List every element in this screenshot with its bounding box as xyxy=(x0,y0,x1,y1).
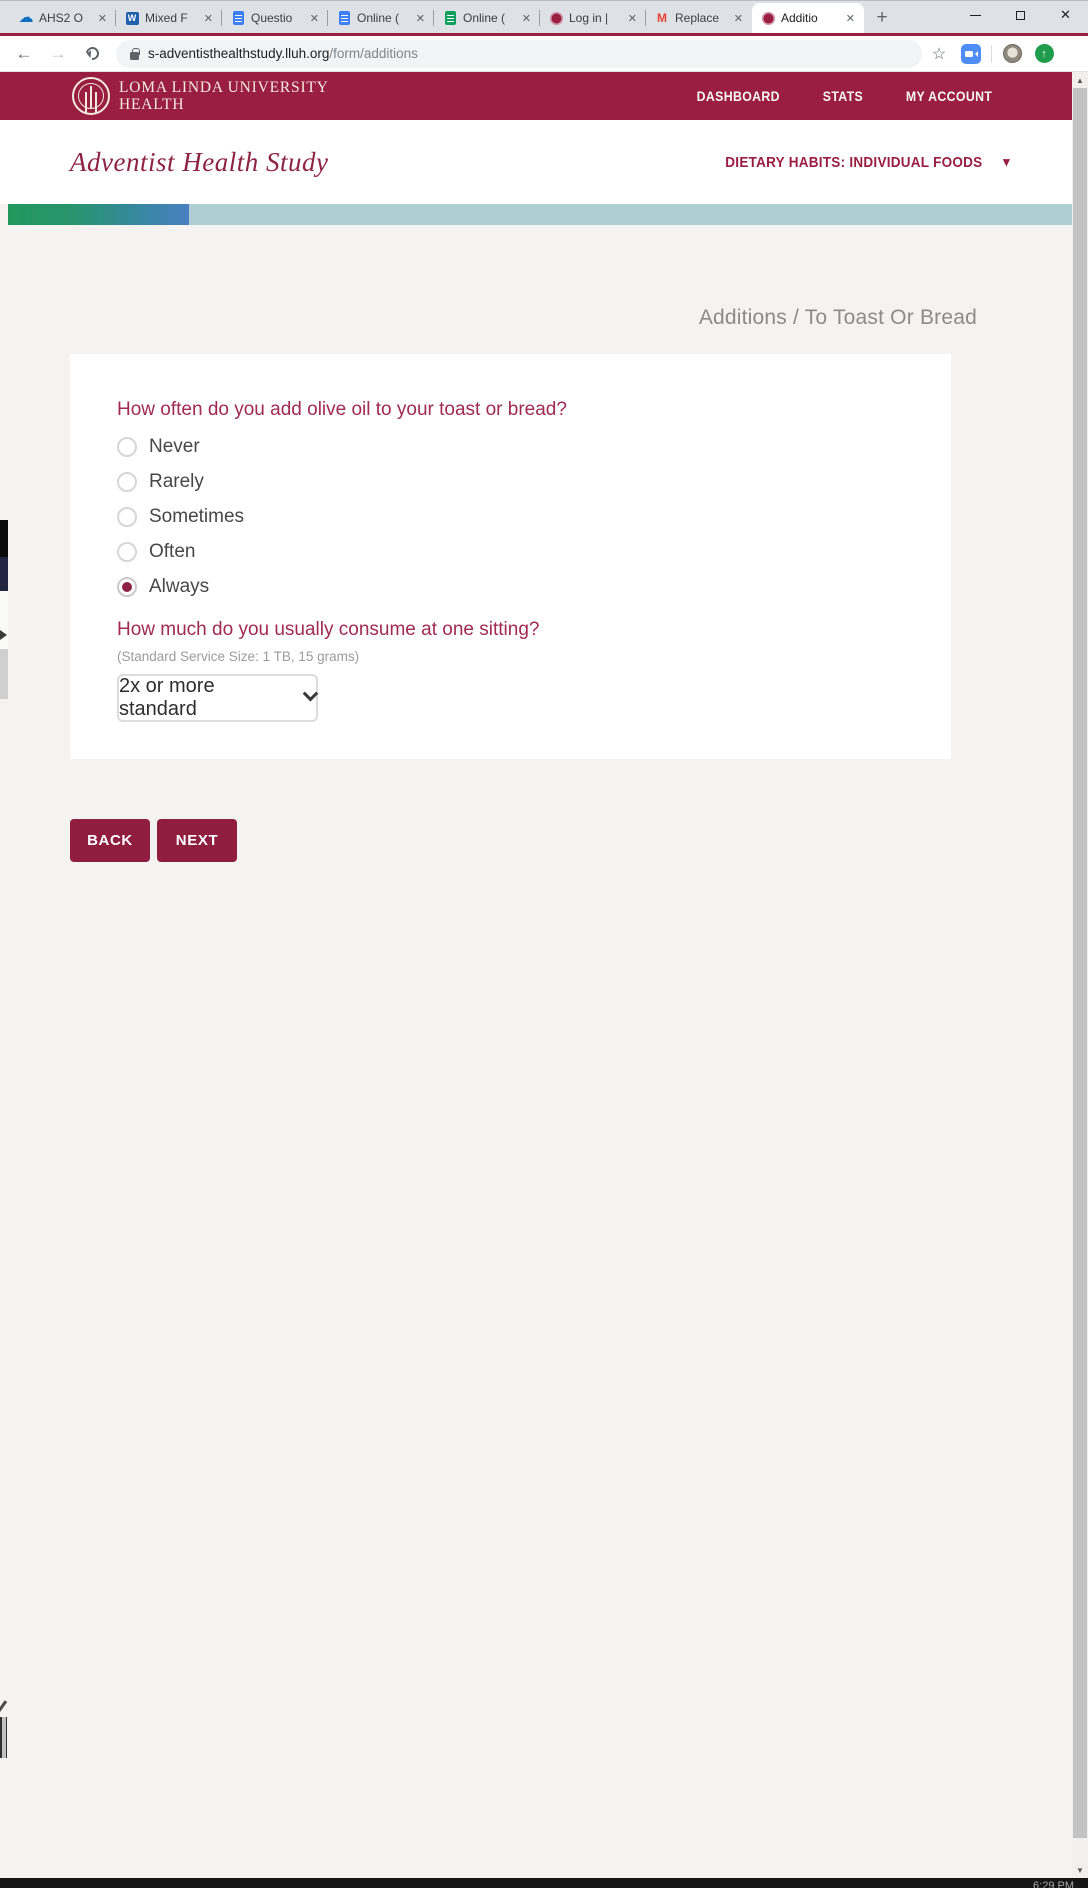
question-card xyxy=(70,354,951,759)
radio-icon[interactable] xyxy=(117,577,137,597)
tabs-container xyxy=(10,3,896,33)
llu-seal-icon xyxy=(72,77,110,115)
chevron-down-icon xyxy=(303,685,318,700)
gmail-icon xyxy=(655,11,669,25)
google-docs-icon xyxy=(233,11,244,25)
google-docs-icon xyxy=(339,11,350,25)
browser-tab-strip xyxy=(0,0,1088,33)
radio-option[interactable] xyxy=(117,507,904,527)
radio-icon[interactable] xyxy=(117,472,137,492)
taskbar-edge xyxy=(0,1878,1088,1888)
radio-label: Always xyxy=(149,576,210,597)
page-title: Adventist Health Study xyxy=(70,146,329,177)
close-tab-icon[interactable]: ✕ xyxy=(521,12,531,25)
chevron-down-icon: ▾ xyxy=(1003,154,1010,169)
tab-ahs2[interactable] xyxy=(10,3,116,33)
radio-option[interactable] xyxy=(117,437,904,457)
tab-title: AHS2 O xyxy=(39,11,84,25)
progress-fill xyxy=(8,204,189,225)
tab-online-sheet[interactable] xyxy=(434,3,540,33)
taskbar-clock: 6:29 PM xyxy=(1033,1880,1074,1888)
back-form-button[interactable]: BACK xyxy=(70,819,150,862)
tab-title: Replace xyxy=(675,11,720,25)
scroll-down-arrow-icon[interactable]: ▼ xyxy=(1076,1865,1084,1875)
tab-additions-active[interactable] xyxy=(752,3,864,33)
tab-title: Mixed F xyxy=(145,11,188,25)
left-edge-sliver-white xyxy=(0,591,8,649)
section-dropdown[interactable] xyxy=(711,154,1010,171)
next-form-button[interactable]: NEXT xyxy=(157,819,237,862)
restore-button[interactable] xyxy=(998,1,1043,29)
llu-seal-icon xyxy=(762,12,775,25)
left-edge-mini-scrollbar xyxy=(0,1717,7,1758)
radio-label: Sometimes xyxy=(149,506,245,527)
minimize-icon xyxy=(970,15,981,16)
minimize-button[interactable] xyxy=(953,1,998,29)
left-edge-sliver-black xyxy=(0,520,8,557)
camera-icon xyxy=(961,44,981,64)
left-edge-sliver-navy xyxy=(0,557,8,591)
radio-icon[interactable] xyxy=(117,507,137,527)
close-tab-icon[interactable]: ✕ xyxy=(627,12,637,25)
word-icon xyxy=(126,12,139,25)
back-button[interactable]: ← xyxy=(15,43,33,63)
reload-icon xyxy=(83,44,101,62)
radio-icon[interactable] xyxy=(117,437,137,457)
crest-icon xyxy=(1003,44,1022,63)
nav-my-account[interactable]: MY ACCOUNT xyxy=(905,88,993,104)
page-viewport xyxy=(0,72,1072,1878)
radio-option[interactable] xyxy=(117,542,904,562)
close-tab-icon[interactable]: ✕ xyxy=(415,12,425,25)
restore-icon xyxy=(1016,11,1025,20)
llu-wordmark xyxy=(119,79,329,114)
radio-option[interactable] xyxy=(117,577,904,597)
tab-title: Online ( xyxy=(463,11,506,25)
reload-button[interactable] xyxy=(76,39,108,69)
google-sheets-icon xyxy=(445,11,456,25)
breadcrumb: Additions / To Toast Or Bread xyxy=(698,306,977,329)
green-extension-button[interactable] xyxy=(1029,39,1059,69)
llu-seal-icon xyxy=(550,12,563,25)
close-tab-icon[interactable]: ✕ xyxy=(203,12,213,25)
tab-mixed[interactable] xyxy=(116,3,222,33)
scrollbar-thumb[interactable] xyxy=(1073,88,1087,1838)
url-text xyxy=(148,46,418,61)
close-tab-icon[interactable]: ✕ xyxy=(733,12,743,25)
bookmark-star-button[interactable]: ☆ xyxy=(931,45,947,63)
question-frequency: How often do you add olive oil to your toast or bread? xyxy=(117,399,567,420)
tab-title: Additio xyxy=(781,11,818,25)
llu-wordmark-line1: LOMA LINDA UNIVERSITY xyxy=(119,78,329,96)
url-domain: s-adventisthealthstudy.lluh.org xyxy=(148,46,330,61)
tab-login[interactable] xyxy=(540,3,646,33)
form-navigation xyxy=(70,819,1072,862)
close-window-button[interactable]: ✕ xyxy=(1060,7,1071,22)
crest-extension-button[interactable] xyxy=(997,39,1027,69)
section-label: DIETARY HABITS: INDIVIDUAL FOODS xyxy=(725,153,983,171)
tab-question[interactable] xyxy=(222,3,328,33)
question-amount: How much do you usually consume at one sitting? xyxy=(117,619,540,640)
nav-dashboard[interactable]: DASHBOARD xyxy=(697,88,781,104)
site-header xyxy=(0,72,1072,120)
tab-online-doc[interactable] xyxy=(328,3,434,33)
llu-logo[interactable] xyxy=(72,77,329,115)
address-bar[interactable] xyxy=(116,40,922,68)
radio-icon[interactable] xyxy=(117,542,137,562)
tab-title: Online ( xyxy=(357,11,400,25)
camera-extension-button[interactable] xyxy=(956,39,986,69)
radio-label: Never xyxy=(149,436,200,457)
llu-wordmark-line2: HEALTH xyxy=(119,96,185,113)
close-tab-icon[interactable]: ✕ xyxy=(845,12,855,25)
onedrive-icon: ☁ xyxy=(18,9,34,26)
new-tab-button[interactable]: + xyxy=(876,7,888,28)
tab-replace[interactable] xyxy=(646,3,752,33)
lock-icon xyxy=(130,52,139,60)
radio-label: Rarely xyxy=(149,471,204,492)
site-subheader xyxy=(0,120,1072,204)
page-scrollbar[interactable] xyxy=(1072,72,1088,1878)
cursor-icon xyxy=(0,630,7,640)
arrow-up-icon: ↑ xyxy=(1035,44,1054,63)
scroll-up-arrow-icon[interactable]: ▲ xyxy=(1076,75,1084,85)
left-edge-sliver-gray xyxy=(0,649,8,699)
close-tab-icon[interactable]: ✕ xyxy=(97,12,107,25)
nav-stats[interactable]: STATS xyxy=(822,88,864,104)
amount-dropdown-value: 2x or more standard xyxy=(119,675,215,720)
tab-title: Log in | xyxy=(569,11,609,25)
amount-dropdown[interactable] xyxy=(117,674,318,722)
progress-bar xyxy=(8,204,1072,225)
toolbar-divider xyxy=(991,45,992,63)
tab-title: Questio xyxy=(251,11,293,25)
window-controls xyxy=(953,1,1088,29)
close-tab-icon[interactable]: ✕ xyxy=(309,12,319,25)
radio-option[interactable] xyxy=(117,472,904,492)
serving-size-note: (Standard Service Size: 1 TB, 15 grams) xyxy=(117,649,360,664)
radio-label: Often xyxy=(149,541,196,562)
url-path: /form/additions xyxy=(329,46,418,61)
browser-toolbar xyxy=(0,36,1088,72)
forward-button[interactable]: → xyxy=(49,43,67,63)
site-nav xyxy=(691,88,998,104)
